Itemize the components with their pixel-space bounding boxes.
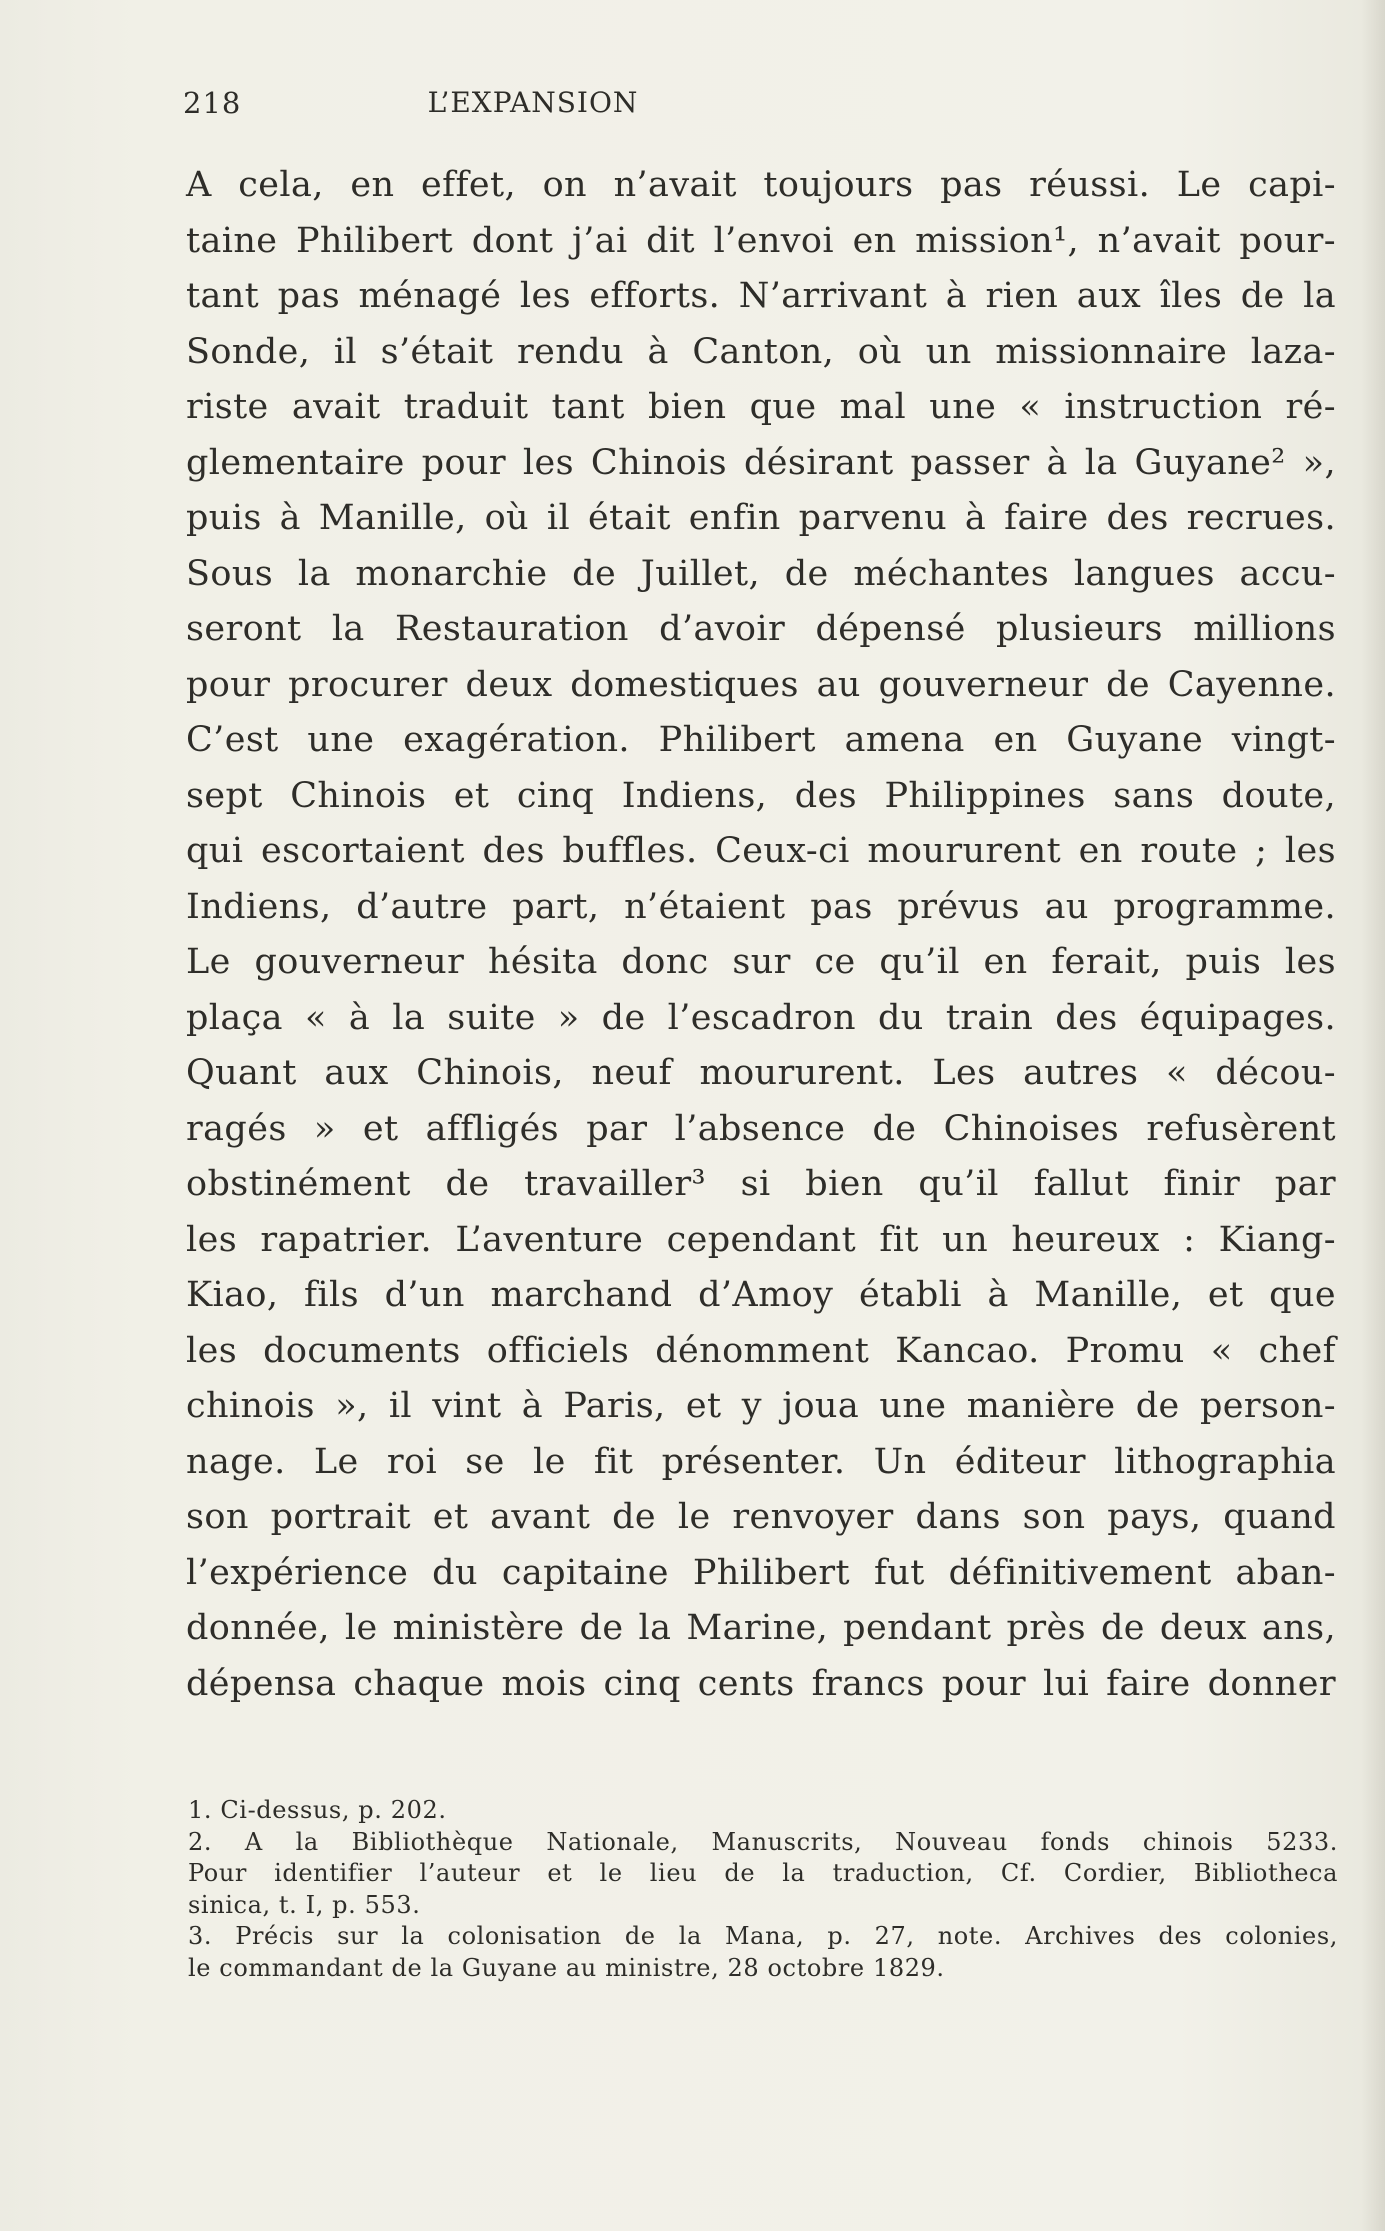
text-line: plaça « à la suite » de l’escadron du train des équipages. bbox=[186, 997, 1336, 1038]
text-line: puis à Manille, où il était enfin parvenu à faire des recrues. bbox=[186, 498, 1336, 538]
footnote-line: Pour identifier l’auteur et le lieu de la traduction, Cf. Cordier, Bibliotheca bbox=[188, 1859, 1338, 1887]
footnote-line: 2. A la Bibliothèque Nationale, Manuscrits, Nouveau fonds chinois 5233. bbox=[188, 1827, 1338, 1856]
text-line: Indiens, d’autre part, n’étaient pas prévus au programme. bbox=[186, 886, 1336, 927]
text-line: tant pas ménagé les efforts. N’arrivant à rien aux îles de la bbox=[186, 276, 1336, 316]
text-line: C’est une exagération. Philibert amena en Guyane vingt- bbox=[186, 720, 1336, 760]
text-line: Kiao, fils d’un marchand d’Amoy établi à Manille, et que bbox=[186, 1275, 1336, 1315]
text-line: son portrait et avant de le renvoyer dans son pays, quand bbox=[186, 1497, 1336, 1537]
text-line: dépensa chaque mois cinq cents francs pour lui faire donner bbox=[186, 1663, 1336, 1704]
text-line: Quant aux Chinois, neuf moururent. Les autres « décou- bbox=[186, 1053, 1336, 1093]
main-text bbox=[186, 158, 1336, 1712]
text-line: seront la Restauration d’avoir dépensé plusieurs millions bbox=[186, 609, 1336, 649]
page-edge-shadow bbox=[1361, 0, 1385, 2231]
footnote-line: le commandant de la Guyane au ministre, 28 octobre 1829. bbox=[188, 1953, 945, 1982]
text-line: Le gouverneur hésita donc sur ce qu’il en ferait, puis les bbox=[186, 942, 1336, 982]
text-line: taine Philibert dont j’ai dit l’envoi en mission¹, n’avait pour- bbox=[186, 220, 1336, 261]
running-title: L’EXPANSION bbox=[427, 86, 639, 119]
text-line: Sous la monarchie de Juillet, de méchantes langues accu- bbox=[186, 553, 1336, 594]
text-line: obstinément de travailler³ si bien qu’il fallut finir par bbox=[186, 1164, 1336, 1204]
running-head bbox=[183, 86, 1335, 126]
page-number: 218 bbox=[183, 86, 242, 120]
text-line: les documents officiels dénomment Kancao. Promu « chef bbox=[186, 1330, 1336, 1371]
text-line: chinois », il vint à Paris, et y joua une manière de person- bbox=[186, 1386, 1336, 1426]
footnote-line: sinica, t. I, p. 553. bbox=[188, 1890, 421, 1919]
text-line: ragés » et affligés par l’absence de Chinoises refusèrent bbox=[186, 1108, 1336, 1149]
text-line: riste avait traduit tant bien que mal une « instruction ré- bbox=[186, 387, 1336, 427]
text-line: les rapatrier. L’aventure cependant fit un heureux : Kiang- bbox=[186, 1219, 1336, 1260]
text-line: nage. Le roi se le fit présenter. Un éditeur lithographia bbox=[186, 1441, 1336, 1482]
text-line: sept Chinois et cinq Indiens, des Philippines sans doute, bbox=[186, 775, 1336, 816]
footnote-line: 1. Ci-dessus, p. 202. bbox=[188, 1796, 447, 1824]
footnotes bbox=[188, 1795, 1338, 1984]
text-line: donnée, le ministère de la Marine, pendant près de deux ans, bbox=[186, 1608, 1336, 1648]
text-line: qui escortaient des buffles. Ceux-ci moururent en route ; les bbox=[186, 831, 1336, 871]
text-line: A cela, en effet, on n’avait toujours pas réussi. Le capi- bbox=[186, 165, 1336, 205]
text-line: l’expérience du capitaine Philibert fut définitivement aban- bbox=[186, 1552, 1336, 1593]
footnote-line: 3. Précis sur la colonisation de la Mana, p. 27, note. Archives des colonies, bbox=[188, 1922, 1338, 1950]
text-line: glementaire pour les Chinois désirant passer à la Guyane² », bbox=[186, 442, 1336, 483]
text-line: pour procurer deux domestiques au gouverneur de Cayenne. bbox=[186, 664, 1336, 705]
text-line: Sonde, il s’était rendu à Canton, où un missionnaire laza- bbox=[186, 331, 1336, 372]
